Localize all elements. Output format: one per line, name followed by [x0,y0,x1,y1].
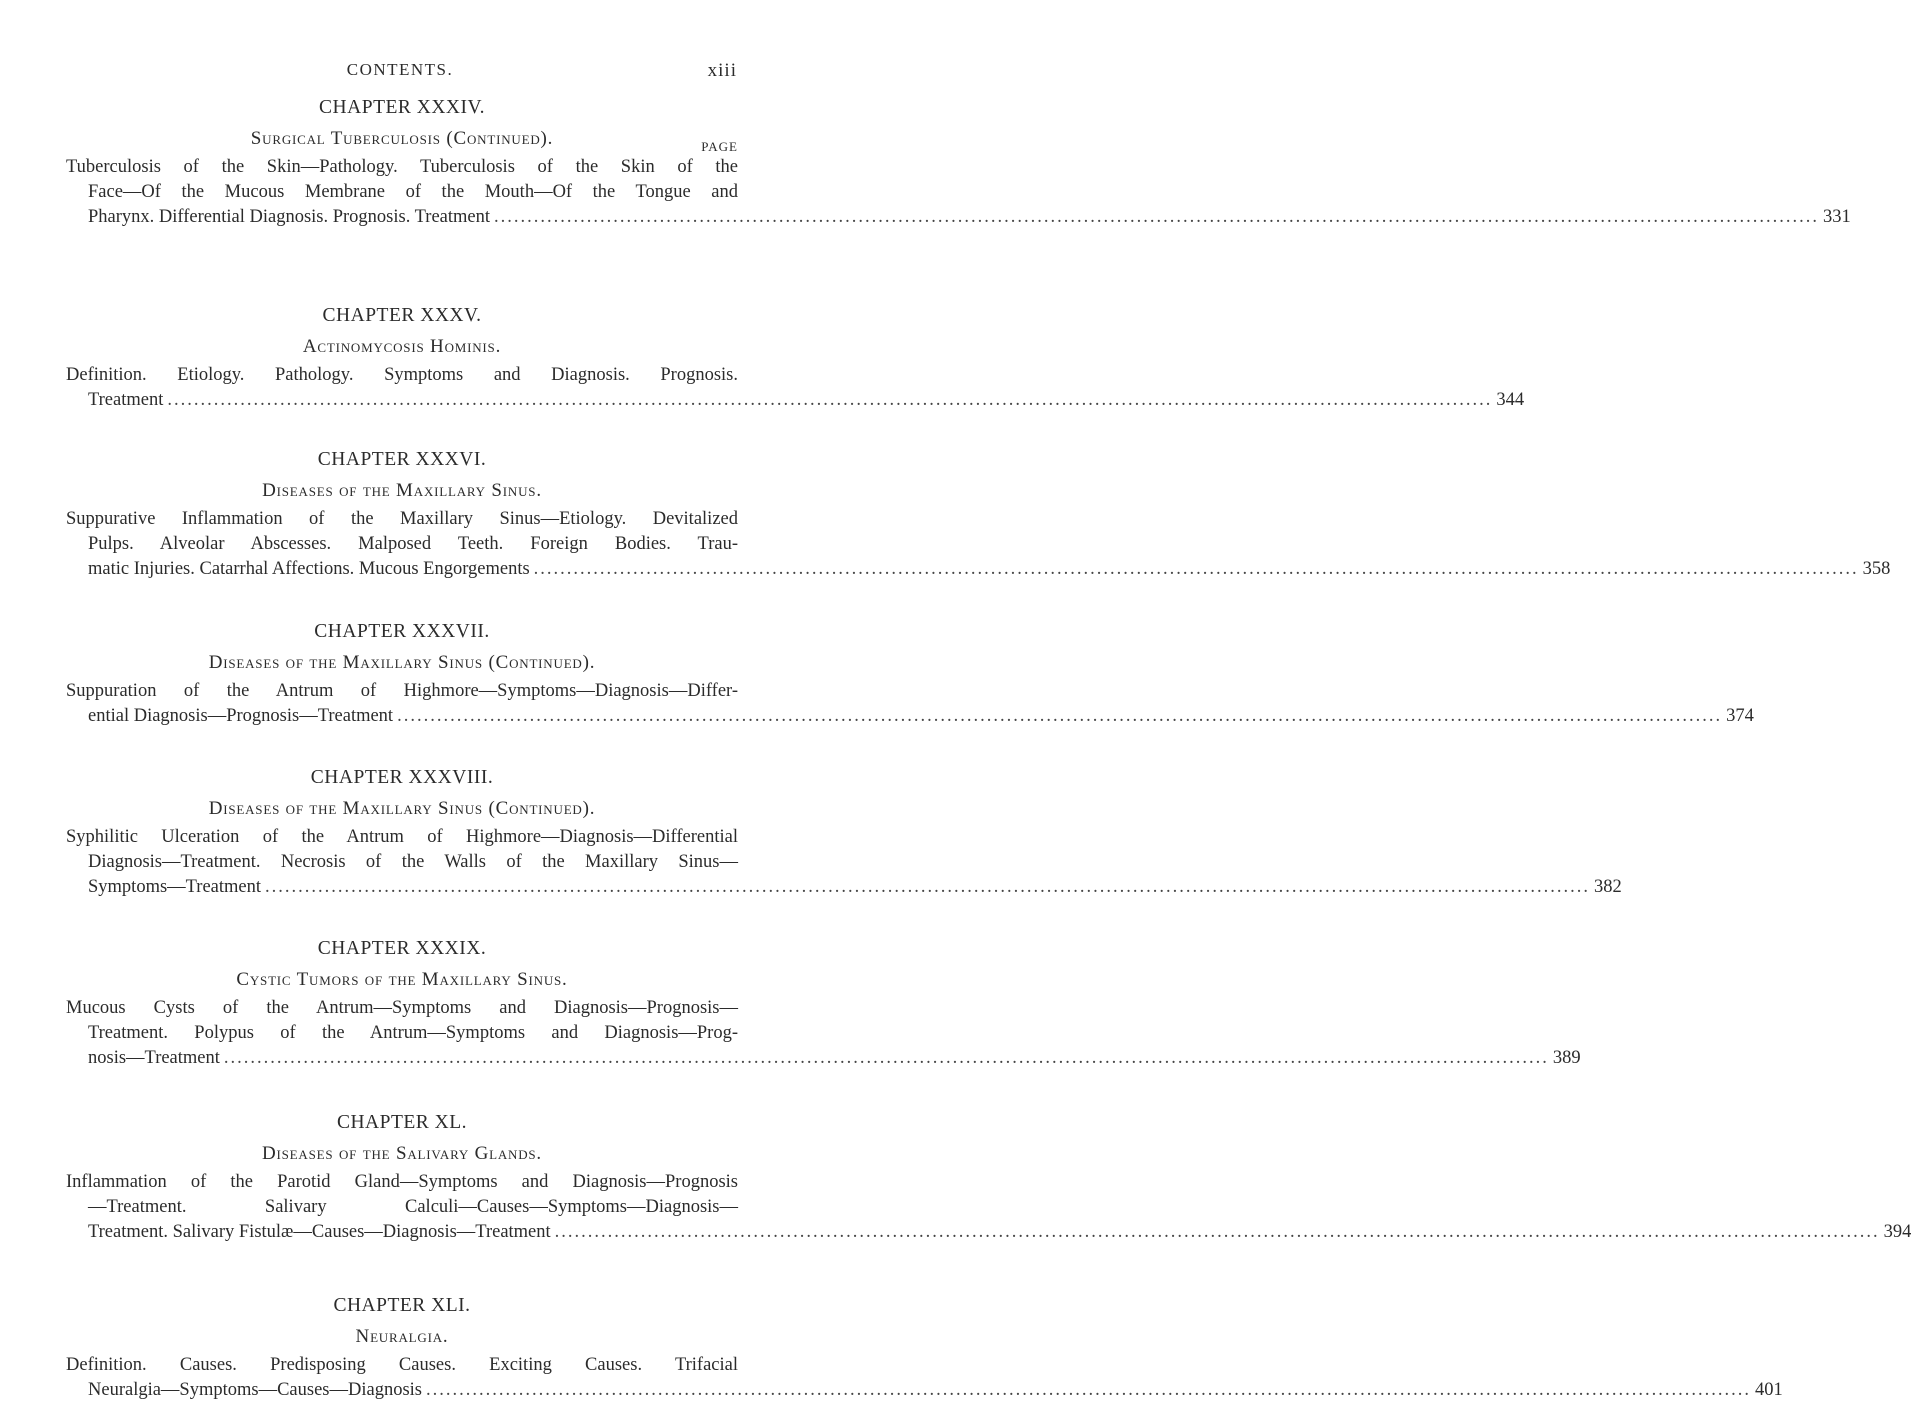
entry-last-line [66,1046,1581,1071]
entry-line: Treatment. Salivary Fistulæ—Causes—Diagnosis—Treatment [88,1222,551,1242]
chapter-entry [66,996,1581,1071]
entry-line: Diagnosis—Treatment. Necrosis of the Walls of the Maxillary Sinus— [88,852,738,872]
entry-line: Mucous Cysts of the Antrum—Symptoms and Diagnosis—Prognosis— [66,998,738,1018]
entry-page-number: 394 [1883,1222,1911,1242]
chapter-subtitle: Neuralgia. [355,1326,449,1347]
entry-last-line [66,704,1754,729]
entry-page-number: 331 [1823,207,1851,227]
chapter-block [66,766,1622,900]
chapter-block [66,937,1581,1071]
entry-page-number: 382 [1594,877,1622,897]
chapter-entry [66,825,1622,900]
chapter-entry [66,363,1525,413]
chapter-entry [66,507,1891,582]
chapter-block [66,96,1851,230]
chapter-title: CHAPTER XL. [336,1112,468,1133]
entry-line: Suppurative Inflammation of the Maxillary Sinus—Etiology. Devitalized [66,509,738,529]
chapter-title: CHAPTER XXXVI. [317,449,487,470]
dot-leader: ........................................................................................................................................................................................................ [426,1380,1752,1400]
entry-line: Treatment. Polypus of the Antrum—Symptoms and Diagnosis—Prog- [88,1023,738,1043]
running-head-title: CONTENTS. [346,60,454,79]
entry-line: Pulps. Alveolar Abscesses. Malposed Teeth. Foreign Bodies. Trau- [88,534,738,554]
entry-last-line [66,1220,1911,1245]
dot-leader: ........................................................................................................................................................................................................ [554,1222,1880,1242]
chapter-subtitle: Diseases of the Salivary Glands. [262,1143,542,1164]
chapter-block [66,620,1754,729]
entry-line: Neuralgia—Symptoms—Causes—Diagnosis [88,1380,423,1400]
entry-line: matic Injuries. Catarrhal Affections. Mucous Engorgements [88,559,530,579]
chapter-title: CHAPTER XLI. [333,1295,471,1316]
dot-leader: ........................................................................................................................................................................................................ [533,559,1859,579]
entry-last-line [66,205,1851,230]
running-head-page-number: xiii [707,60,737,81]
entry-line: Suppuration of the Antrum of Highmore—Symptoms—Diagnosis—Differ- [66,681,738,701]
chapter-subtitle: Diseases of the Maxillary Sinus (Continued). [208,798,596,819]
entry-line: Definition. Causes. Predisposing Causes. Exciting Causes. Trifacial [66,1355,738,1375]
entry-page-number: 344 [1496,390,1525,410]
chapter-subtitle: Surgical Tuberculosis (Continued). [250,128,554,149]
entry-line: nosis—Treatment [88,1048,220,1068]
chapter-block [66,448,1891,582]
entry-last-line [66,388,1525,413]
chapter-block [66,1111,1911,1245]
entry-page-number: 389 [1552,1048,1581,1068]
entry-line: Face—Of the Mucous Membrane of the Mouth—Of the Tongue and [88,182,738,202]
dot-leader: ........................................................................................................................................................................................................ [494,207,1820,227]
chapter-subtitle: Cystic Tumors of the Maxillary Sinus. [236,969,568,990]
entry-line: ential Diagnosis—Prognosis—Treatment [88,706,394,726]
entry-line: Inflammation of the Parotid Gland—Symptoms and Diagnosis—Prognosis [66,1172,738,1192]
entry-line: —Treatment. Salivary Calculi—Causes—Symptoms—Diagnosis— [88,1197,738,1217]
dot-leader: ........................................................................................................................................................................................................ [223,1048,1549,1068]
chapter-title: CHAPTER XXXVIII. [310,767,494,788]
chapter-entry [66,1353,1783,1403]
entry-line: Treatment [88,390,164,410]
chapter-title: CHAPTER XXXV. [322,305,482,326]
chapter-subtitle: Diseases of the Maxillary Sinus. [262,480,542,501]
running-head [0,60,800,84]
dot-leader: ........................................................................................................................................................................................................ [167,390,1493,410]
entry-last-line [66,557,1891,582]
entry-page-number: 358 [1862,559,1891,579]
chapter-title: CHAPTER XXXIX. [317,938,487,959]
entry-last-line [66,1378,1783,1403]
entry-line: Syphilitic Ulceration of the Antrum of Highmore—Diagnosis—Differential [66,827,738,847]
dot-leader: ........................................................................................................................................................................................................ [397,706,1723,726]
chapter-block [66,1294,1783,1403]
entry-line: Symptoms—Treatment [88,877,262,897]
page-column-label: PAGE [701,139,738,154]
entry-page-number: 401 [1755,1380,1783,1400]
chapter-entry [66,1170,1911,1245]
entry-line: Pharynx. Differential Diagnosis. Prognosis. Treatment [88,207,491,227]
entry-line: Definition. Etiology. Pathology. Symptoms and Diagnosis. Prognosis. [66,365,738,385]
chapter-subtitle: Diseases of the Maxillary Sinus (Continued). [208,652,596,673]
chapter-title: CHAPTER XXXIV. [319,97,485,118]
chapter-subtitle: Actinomycosis Hominis. [302,336,502,357]
entry-line: Tuberculosis of the Skin—Pathology. Tuberculosis of the Skin of the [66,157,738,177]
entry-last-line [66,875,1622,900]
chapter-block [66,304,1525,413]
chapter-entry [66,155,1851,230]
chapter-entry [66,679,1754,729]
chapter-title: CHAPTER XXXVII. [314,621,490,642]
dot-leader: ........................................................................................................................................................................................................ [265,877,1591,897]
entry-page-number: 374 [1726,706,1754,726]
